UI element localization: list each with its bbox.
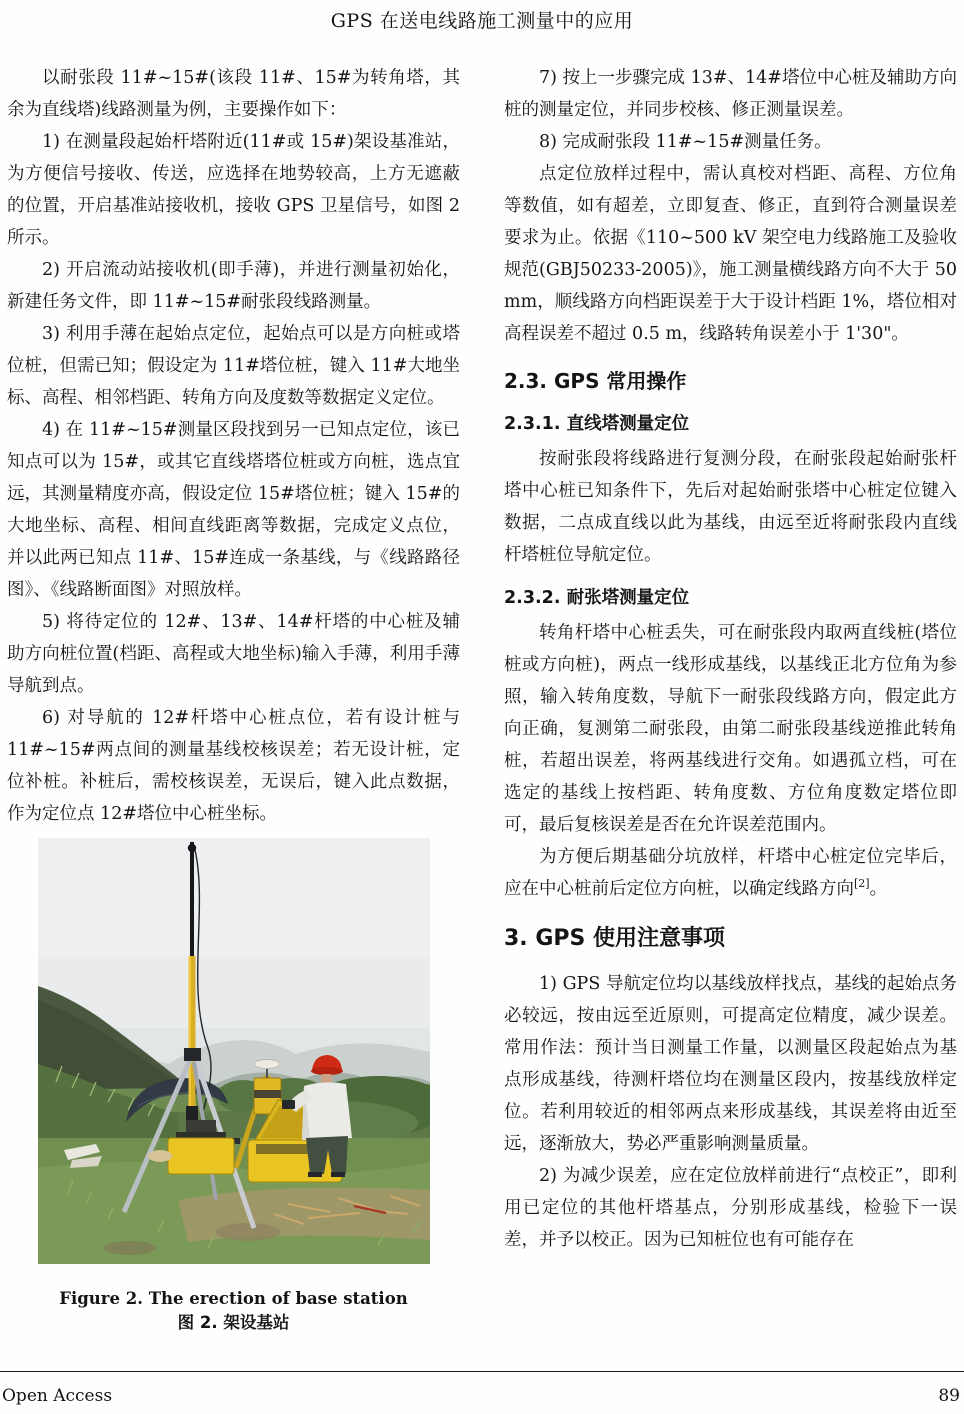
page-footer — [0, 1371, 964, 1406]
subsection-heading-2-3-1: 2.3.1. 直线塔测量定位 — [504, 414, 690, 434]
figure-photo — [38, 838, 430, 1264]
right-column — [504, 62, 957, 1335]
section-heading-3: 3. GPS 使用注意事项 — [504, 926, 726, 951]
figure-caption-en: Figure 2. The erection of base station — [59, 1289, 408, 1308]
body-paragraph: 5) 将待定位的 12#、13#、14#杆塔的中心桩及辅助方向桩位置(档距、高程或大地坐标)输入手薄，利用手薄导航到点。 — [7, 612, 460, 696]
body-paragraph: 4) 在 11#~15#测量区段找到另一已知点定位，该已知点可以为 15#，或其它直线塔塔位桩或方向桩，选点宜远，其测量精度亦高，假设定位 15#塔位桩；键入 15#的大地坐标、高程、相间直线距离等数据，完成定义点位，并以此两已知点 11#、15#连成一条基线，与《线路路径图》、《线路断面图》对照放样。 — [7, 420, 460, 600]
figure-2 — [7, 838, 460, 1335]
body-paragraph: 3) 利用手薄在起始点定位，起始点可以是方向桩或塔位桩，但需已知；假设定为 11#塔位桩，键入 11#大地坐标、高程、相邻档距、转角方向及度数等数据定义定位。 — [7, 324, 460, 408]
paragraph-text: 。 — [869, 879, 888, 899]
figure-caption — [7, 1287, 460, 1335]
body-paragraph: 7) 按上一步骤完成 13#、14#塔位中心桩及辅助方向桩的测量定位，并同步校核、修正测量误差。 — [504, 68, 957, 120]
body-paragraph: 2) 为减少误差，应在定位放样前进行“点校正”，即利用已定位的其他杆塔基点，分别形成基线，检验下一误差，并予以校正。因为已知桩位也有可能存在 — [504, 1166, 957, 1250]
body-paragraph: 按耐张段将线路进行复测分段，在耐张段起始耐张杆塔中心桩已知条件下，先后对起始耐张塔中心桩定位键入数据，二点成直线以此为基线，由远至近将耐张段内直线杆塔桩位导航定位。 — [504, 449, 957, 565]
page-title: GPS 在送电线路施工测量中的应用 — [330, 10, 634, 32]
footer-open-access: Open Access — [2, 1386, 113, 1406]
two-column-body — [7, 62, 957, 1335]
body-paragraph: 1) GPS 导航定位均以基线放样找点，基线的起始点务必较远，按由远至近原则，可提高定位精度，减少误差。常用作法：预计当日测量工作量，以测量区段起始点为基点形成基线，待测杆塔位均在测量区段内，按基线放样定位。若利用较近的相邻两点来形成基线，其误差将由近至远，逐渐放大，势必严重影响测量质量。 — [504, 974, 957, 1154]
subsection-heading-2-3-2: 2.3.2. 耐张塔测量定位 — [504, 588, 690, 608]
left-column — [7, 62, 460, 1335]
body-paragraph: 点定位放样过程中，需认真校对档距、高程、方位角等数值，如有超差，立即复查、修正，直到符合测量误差要求为止。依据《110~500 kV 架空电力线路施工及验收规范(GBJ50233-2005)》，施工测量横线路方向不大于 50 mm，顺线路方向档距误差于大于设计档距 1%，塔位相对高程误差不超过 0.5 m，线路转角误差小于 1'30"。 — [504, 164, 957, 344]
body-paragraph: 2) 开启流动站接收机(即手薄)，并进行测量初始化，新建任务文件，即 11#~15#耐张段线路测量。 — [7, 260, 460, 312]
body-paragraph: 以耐张段 11#~15#(该段 11#、15#为转角塔，其余为直线塔)线路测量为例，主要操作如下： — [7, 68, 460, 120]
citation-ref-2: [2] — [854, 877, 870, 891]
body-paragraph-with-citation — [504, 841, 957, 905]
body-paragraph: 转角杆塔中心桩丢失，可在耐张段内取两直线桩(塔位桩或方向桩)，两点一线形成基线，以基线正北方位角为参照，输入转角度数，导航下一耐张段线路方向，假定此方向正确，复测第二耐张段，由第二耐张段基线逆推此转角桩，若超出误差，将两基线进行交角。如遇孤立档，可在选定的基线上按档距、转角度数、方位角度数定塔位即可，最后复核误差是否在允许误差范围内。 — [504, 623, 957, 835]
figure-caption-zh: 图 2. 架设基站 — [177, 1313, 290, 1332]
body-paragraph: 8) 完成耐张段 11#~15#测量任务。 — [539, 132, 832, 152]
page-number: 89 — [938, 1386, 960, 1406]
paragraph-text: 为方便后期基础分坑放样，杆塔中心桩定位完毕后，应在中心桩前后定位方向桩，以确定线路方向 — [504, 847, 957, 899]
section-heading-2-3: 2.3. GPS 常用操作 — [504, 369, 687, 393]
body-paragraph: 1) 在测量段起始杆塔附近(11#或 15#)架设基准站，为方便信号接收、传送，应选择在地势较高，上方无遮蔽的位置，开启基准站接收机，接收 GPS 卫星信号，如图 2 所示。 — [7, 132, 460, 248]
body-paragraph: 6) 对导航的 12#杆塔中心桩点位，若有设计桩与11#~15#两点间的测量基线校核误差；若无设计桩，定位补桩。补桩后，需校核误差，无误后，键入此点数据，作为定位点 12#塔位中心桩坐标。 — [7, 708, 460, 824]
